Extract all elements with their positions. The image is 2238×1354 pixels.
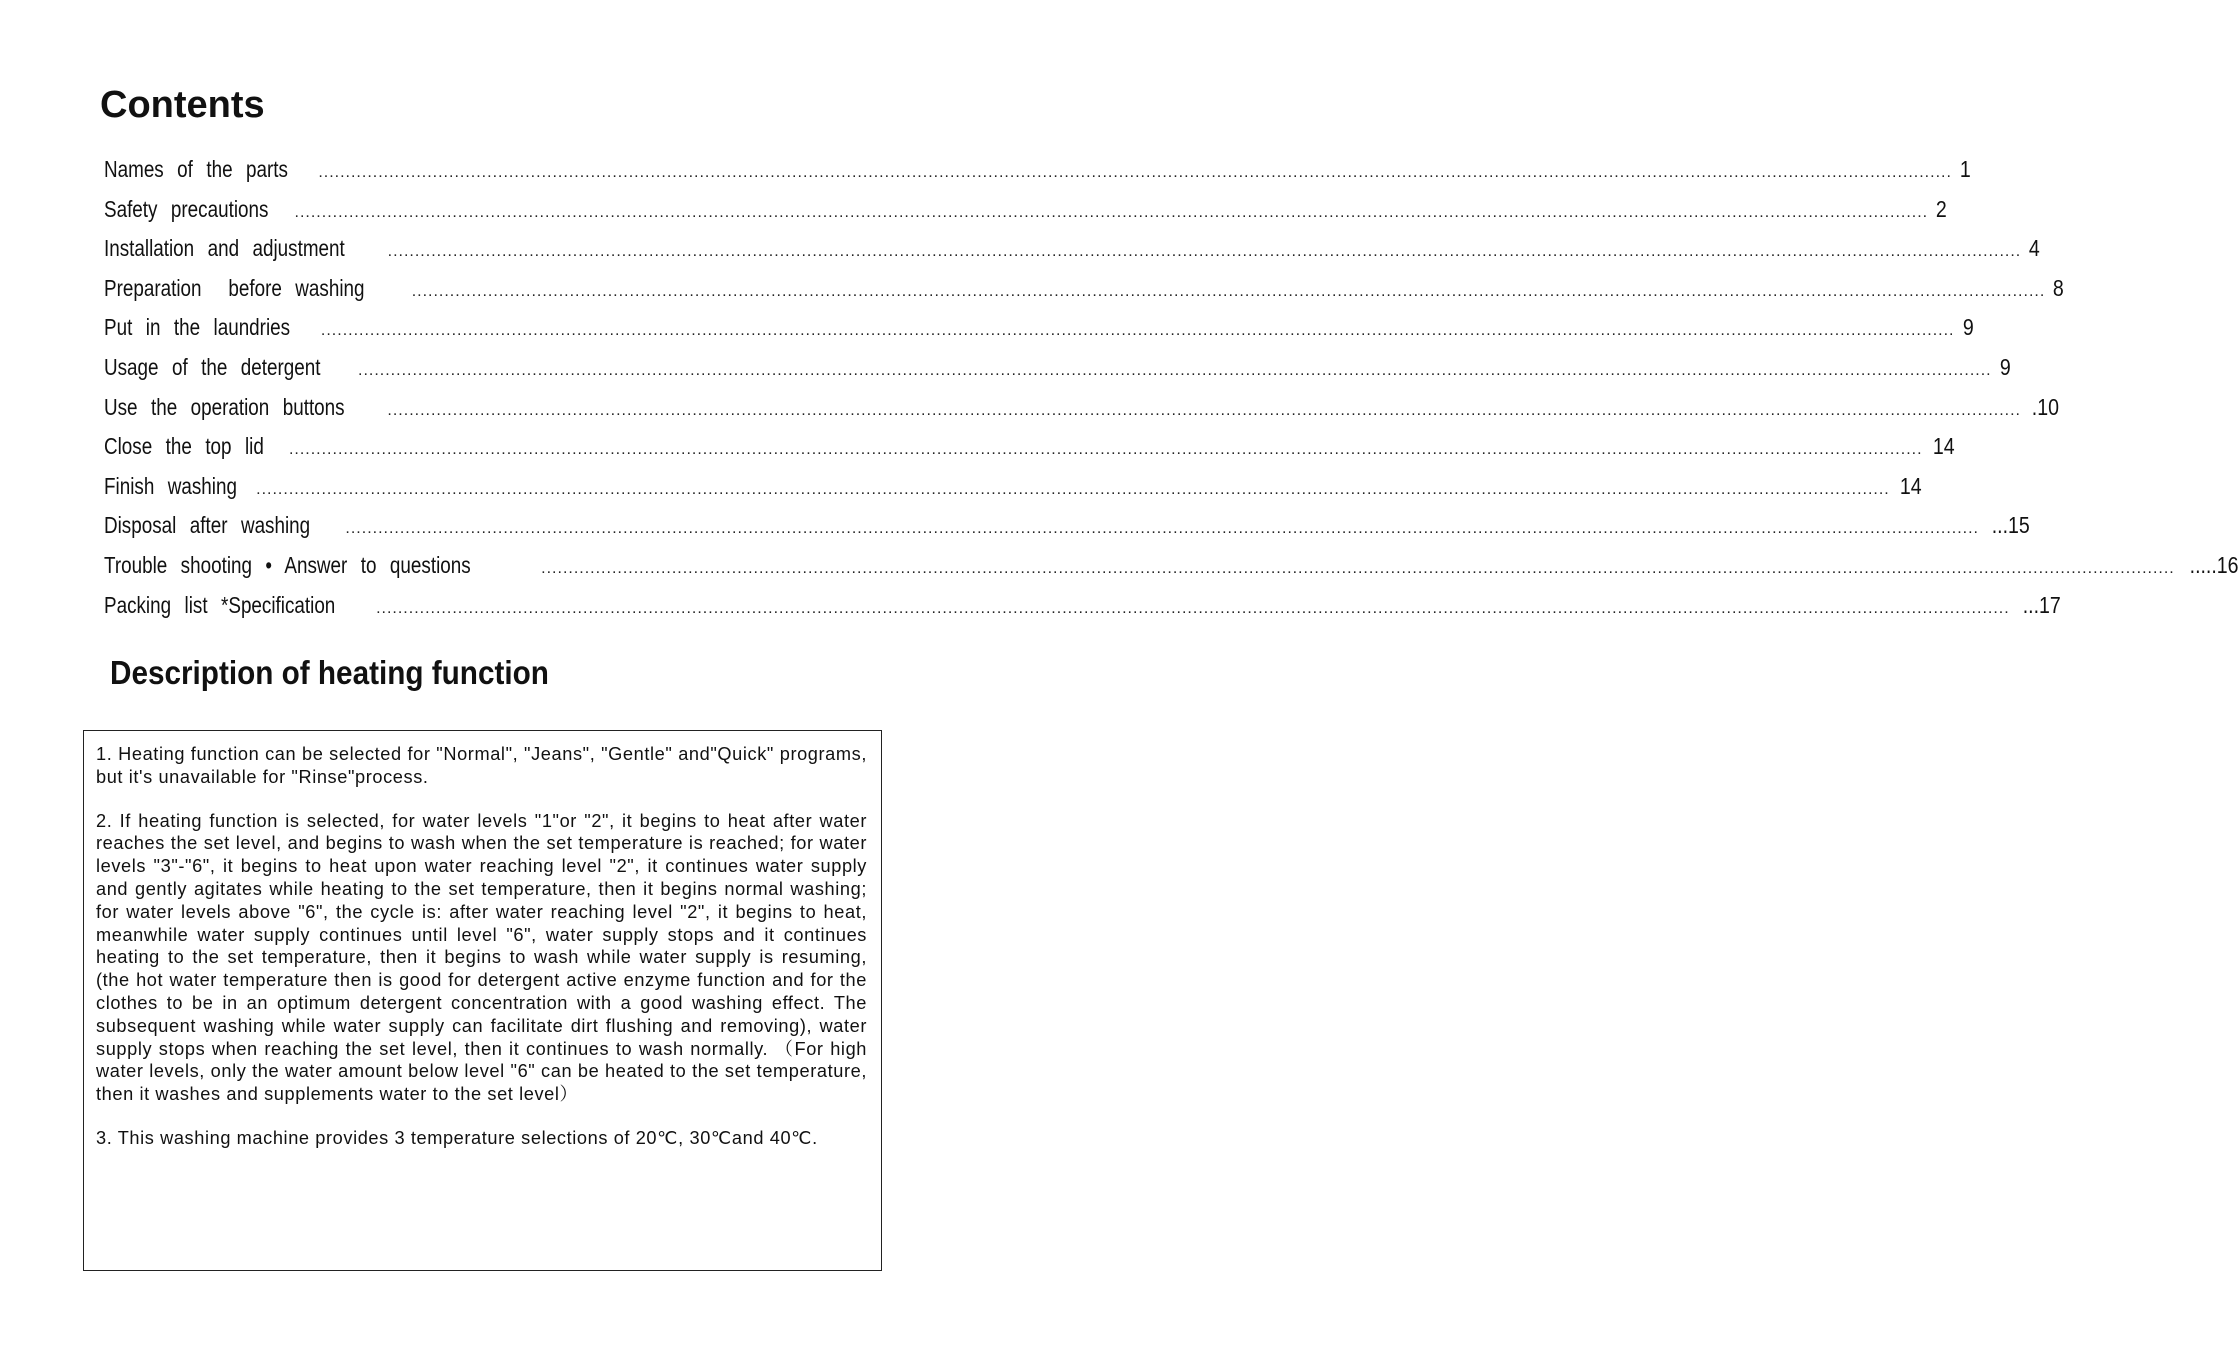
toc-entry-label: Trouble shooting • Answer to questions bbox=[104, 551, 471, 578]
toc-entry bbox=[104, 308, 1974, 348]
toc-entry-label: Put in the laundries bbox=[104, 314, 291, 341]
toc-dot-leader: ............................................................................................................................................................................................................................................................................................................ bbox=[358, 361, 1992, 379]
toc-entry-page: 14 bbox=[1932, 433, 1955, 460]
toc-entry-page: .10 bbox=[2031, 393, 2059, 420]
toc-entry bbox=[104, 586, 2061, 626]
toc-entry-page: 4 bbox=[2029, 235, 2041, 262]
heating-paragraph-3: 3. This washing machine provides 3 temperature selections of 20℃, 30℃and 40℃. bbox=[96, 1127, 818, 1148]
toc-entry-page: ...17 bbox=[2022, 591, 2061, 618]
toc-entry-label: Finish washing bbox=[104, 472, 237, 499]
heating-paragraph-1: 1. Heating function can be selected for "Normal", "Jeans", "Gentle" and"Quick" programs, but it's unavailable for "Rinse"process. bbox=[96, 744, 867, 787]
toc-entry bbox=[104, 506, 2030, 546]
toc-entry bbox=[104, 190, 1947, 230]
toc-entry-page: 1 bbox=[1959, 156, 1971, 182]
toc-dot-leader: ............................................................................................................................................................................................................................................................................................................ bbox=[387, 401, 2021, 419]
toc-dot-leader: ............................................................................................................................................................................................................................................................................................................ bbox=[294, 203, 1929, 221]
toc-entry bbox=[104, 546, 2238, 586]
toc-entry bbox=[104, 150, 1971, 190]
toc-entry-label: Disposal after washing bbox=[104, 512, 311, 539]
toc-entry-label: Usage of the detergent bbox=[104, 353, 321, 380]
toc-entry-label: Names of the parts bbox=[104, 156, 288, 182]
toc-entry-page: 14 bbox=[1899, 472, 1922, 499]
toc-entry bbox=[104, 467, 1922, 507]
toc-entry-page: .....16 bbox=[2189, 551, 2238, 578]
toc-entry-label: Installation and adjustment bbox=[104, 235, 345, 262]
toc-entry bbox=[104, 229, 2041, 269]
toc-entry bbox=[104, 269, 2065, 309]
toc-dot-leader: ............................................................................................................................................................................................................................................................................................................ bbox=[387, 243, 2022, 261]
heating-description-box bbox=[83, 730, 882, 1271]
toc-entry-page: 8 bbox=[2053, 274, 2065, 301]
toc-dot-leader: ............................................................................................................................................................................................................................................................................................................ bbox=[345, 520, 1979, 538]
toc-entry bbox=[104, 427, 1955, 467]
toc-entry bbox=[104, 348, 2011, 388]
toc-entry-page: ...15 bbox=[1991, 512, 2030, 539]
toc-dot-leader: ............................................................................................................................................................................................................................................................................................................ bbox=[256, 480, 1890, 498]
toc-dot-leader: ............................................................................................................................................................................................................................................................................................................ bbox=[411, 282, 2046, 300]
toc-entry-label: Preparation before washing bbox=[104, 274, 365, 301]
toc-entry bbox=[104, 388, 2059, 428]
toc-entry-label: Safety precautions bbox=[104, 195, 269, 222]
toc-entry-page: 2 bbox=[1936, 195, 1947, 222]
table-of-contents bbox=[104, 150, 2238, 625]
toc-entry-page: 9 bbox=[1962, 314, 1974, 341]
toc-dot-leader: ............................................................................................................................................................................................................................................................................................................ bbox=[320, 322, 1955, 340]
heating-section-title: Description of heating function bbox=[110, 654, 549, 691]
toc-entry-label: Use the operation buttons bbox=[104, 393, 345, 420]
toc-entry-page: 9 bbox=[1999, 353, 2011, 380]
toc-dot-leader: ............................................................................................................................................................................................................................................................................................................ bbox=[288, 441, 1923, 459]
contents-title: Contents bbox=[100, 84, 265, 126]
toc-dot-leader: ............................................................................................................................................................................................................................................................................................................ bbox=[541, 559, 2175, 577]
toc-dot-leader: ............................................................................................................................................................................................................................................................................................................ bbox=[318, 164, 1952, 181]
heating-paragraph-2: 2. If heating function is selected, for water levels "1"or "2", it begins to heat after water reaches the set level, and begins to wash when the set temperature is reached; for water levels "3"-"6", it begins to heat upon water reaching level "2", it continues water supply and gently agitates while heating to the set temperature, then it begins normal washing; for water levels above "6", the cycle is: after water reaching level "2", it begins to heat, meanwhile water supply continues until level "6", water supply stops and it continues heating to the set temperature, then it begins to wash while water supply is resuming, (the hot water temperature then is good for detergent active enzyme function and for the clothes to be in an optimum detergent concentration with a good washing effect. The subsequent washing while water supply can facilitate dirt flushing and removing), water supply stops when reaching the set level, then it continues to wash normally. （For high water levels, only the water amount below level "6" can be heated to the set temperature, then it washes and supplements water to the set level） bbox=[96, 810, 867, 1105]
toc-entry-label: Close the top lid bbox=[104, 433, 264, 460]
toc-dot-leader: ............................................................................................................................................................................................................................................................................................................ bbox=[376, 599, 2010, 617]
toc-entry-label: Packing list *Specification bbox=[104, 591, 336, 618]
